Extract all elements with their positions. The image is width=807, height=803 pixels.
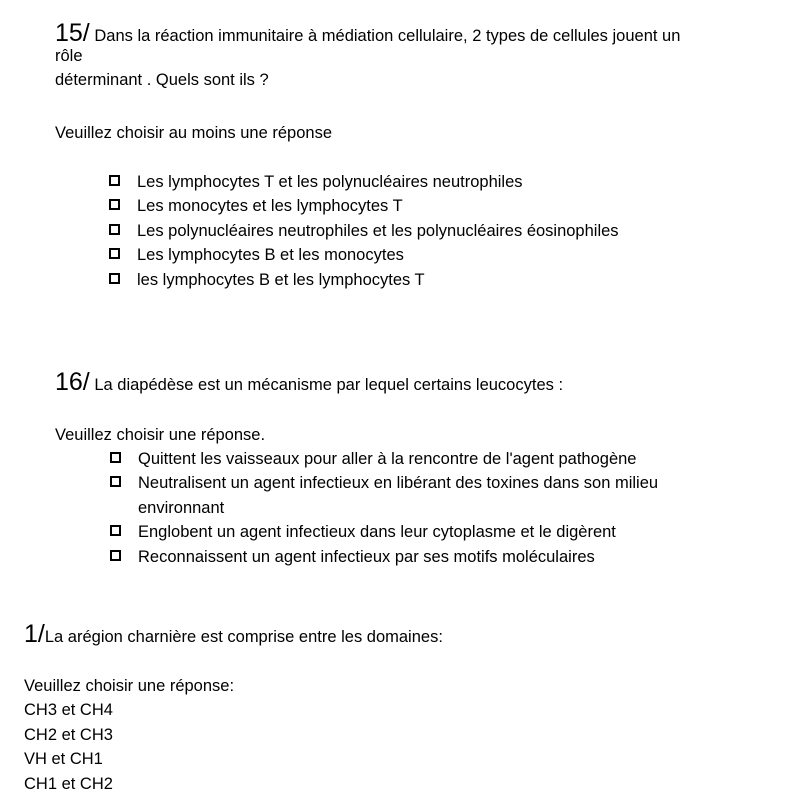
checkbox-icon[interactable] bbox=[110, 452, 121, 463]
question-1-option[interactable]: CH1 et CH2 bbox=[24, 774, 113, 793]
question-1-option[interactable]: CH3 et CH4 bbox=[24, 701, 113, 720]
question-15-number: 15/ bbox=[55, 19, 90, 47]
question-15-option[interactable]: les lymphocytes B et les lymphocytes T bbox=[109, 268, 619, 292]
question-16-option[interactable]: Neutralisent un agent infectieux en libérant des toxines dans son milieu bbox=[110, 471, 658, 495]
question-15-text-line2: rôle bbox=[55, 47, 83, 65]
question-16-option[interactable]: Reconnaissent un agent infectieux par ses motifs moléculaires bbox=[110, 545, 658, 569]
checkbox-icon[interactable] bbox=[109, 248, 120, 259]
question-15-options bbox=[109, 170, 619, 292]
checkbox-icon[interactable] bbox=[109, 224, 120, 235]
question-15-instruction: Veuillez choisir au moins une réponse bbox=[55, 124, 332, 142]
question-1-answers bbox=[24, 674, 234, 796]
question-15-option[interactable]: Les lymphocytes T et les polynucléaires neutrophiles bbox=[109, 170, 619, 194]
question-15-option[interactable]: Les polynucléaires neutrophiles et les polynucléaires éosinophiles bbox=[109, 219, 619, 243]
checkbox-icon[interactable] bbox=[110, 525, 121, 536]
question-1-option[interactable]: CH2 et CH3 bbox=[24, 725, 113, 744]
question-16-text: La diapédèse est un mécanisme par lequel certains leucocytes : bbox=[89, 376, 564, 394]
question-16-options bbox=[110, 447, 658, 569]
question-15-text: Dans la réaction immunitaire à médiation cellulaire, 2 types de cellules jouent un bbox=[89, 27, 681, 45]
question-1-number: 1/ bbox=[24, 620, 45, 648]
checkbox-icon[interactable] bbox=[110, 476, 121, 487]
question-16-option[interactable]: Englobent un agent infectieux dans leur cytoplasme et le digèrent bbox=[110, 520, 658, 544]
question-16-instruction: Veuillez choisir une réponse. bbox=[55, 426, 266, 444]
question-16 bbox=[55, 367, 775, 397]
question-16-option[interactable]: Quittent les vaisseaux pour aller à la rencontre de l'agent pathogène bbox=[110, 447, 658, 471]
question-1-text: La arégion charnière est comprise entre les domaines: bbox=[44, 628, 443, 646]
question-15-option[interactable]: Les monocytes et les lymphocytes T bbox=[109, 194, 619, 218]
checkbox-icon[interactable] bbox=[109, 175, 120, 186]
question-15-option[interactable]: Les lymphocytes B et les monocytes bbox=[109, 243, 619, 267]
checkbox-icon[interactable] bbox=[109, 273, 120, 284]
question-16-number: 16/ bbox=[55, 368, 90, 396]
checkbox-icon[interactable] bbox=[109, 199, 120, 210]
question-16-option-continuation: environnant bbox=[138, 498, 225, 517]
checkbox-icon[interactable] bbox=[110, 550, 121, 561]
question-15-text-line3: déterminant . Quels sont ils ? bbox=[55, 71, 269, 89]
question-1-instruction: Veuillez choisir une réponse: bbox=[24, 677, 235, 695]
question-1 bbox=[24, 619, 784, 649]
question-15 bbox=[55, 18, 775, 92]
question-1-option[interactable]: VH et CH1 bbox=[24, 750, 103, 769]
